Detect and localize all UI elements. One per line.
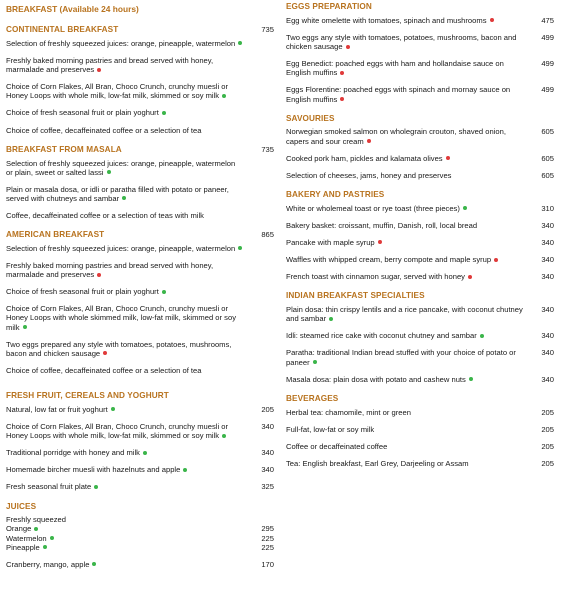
item-text: White or wholemeal toast or rye toast (three pieces) [286, 203, 460, 213]
list-item [6, 304, 274, 331]
list-item [286, 85, 554, 103]
vegetarian-dot-icon [313, 360, 317, 364]
list-item [6, 448, 274, 457]
item-text: Choice of fresh seasonal fruit or plain yoghurt [6, 287, 159, 297]
list-item [286, 255, 554, 264]
section-heading: BAKERY AND PASTRIES [286, 189, 385, 199]
item-text: Homemade bircher muesli with hazelnuts and apple [6, 465, 181, 475]
item-text: Coffee or decaffeinated coffee [286, 441, 388, 451]
item-text: Fresh seasonal fruit plate [6, 482, 92, 492]
item-text: Freshly baked morning pastries and bread served with honey, marmalade and preserves [6, 56, 214, 75]
item-text: Two eggs any style with tomatoes, potatoes, mushrooms, bacon and chicken sausage [286, 32, 517, 52]
vegetarian-dot-icon [480, 334, 484, 338]
list-item [286, 459, 554, 468]
item-text: Pancake with maple syrup [286, 237, 375, 247]
list-item [286, 204, 554, 213]
vegetarian-dot-icon [34, 527, 38, 531]
section-heading: AMERICAN BREAKFAST [6, 230, 105, 240]
list-item [6, 56, 274, 74]
item-price: 310 [541, 203, 554, 213]
item-price: 205 [541, 424, 554, 434]
item-text: Traditional porridge with honey and milk [6, 448, 140, 458]
item-text: Paratha: traditional Indian bread stuffed with your choice of potato or paneer [286, 348, 516, 367]
item-price: 605 [541, 170, 554, 180]
item-text: Watermelon [6, 533, 47, 543]
list-item [286, 408, 554, 417]
list-item [6, 422, 274, 440]
item-price: 605 [541, 127, 554, 137]
section-indian-specialties [286, 289, 554, 384]
item-text: Cranberry, mango, apple [6, 559, 90, 569]
vegetarian-dot-icon [94, 485, 98, 489]
list-item [6, 560, 274, 569]
list-item [286, 221, 554, 230]
list-item [286, 331, 554, 340]
item-price: 295 [261, 524, 274, 534]
list-item [6, 82, 274, 100]
vegetarian-dot-icon [107, 170, 111, 174]
vegetarian-dot-icon [122, 196, 126, 200]
item-price: 340 [541, 255, 554, 265]
vegetarian-dot-icon [143, 451, 147, 455]
item-text: Cooked pork ham, pickles and kalamata olives [286, 153, 443, 163]
section-savouries [286, 112, 554, 180]
list-item [286, 16, 554, 25]
list-item [6, 340, 274, 358]
item-text: Freshly baked morning pastries and bread served with honey, marmalade and preserves [6, 261, 214, 280]
item-price: 340 [541, 237, 554, 247]
section-price: 865 [261, 230, 274, 240]
vegetarian-dot-icon [162, 111, 166, 115]
section-heading: EGGS PREPARATION [286, 2, 372, 11]
list-item [6, 534, 274, 543]
list-item [6, 39, 274, 48]
section-american-breakfast [6, 228, 274, 375]
section-continental-breakfast [6, 23, 274, 135]
item-list [286, 16, 554, 104]
item-price: 325 [261, 482, 274, 492]
item-price: 605 [541, 153, 554, 163]
item-price: 340 [261, 448, 274, 458]
right-column [286, 0, 554, 476]
item-list [286, 305, 554, 384]
vegetarian-dot-icon [111, 407, 115, 411]
list-item [6, 405, 274, 414]
non-vegetarian-dot-icon [103, 351, 107, 355]
list-item [286, 348, 554, 366]
section-heading: CONTINENTAL BREAKFAST [6, 25, 119, 35]
vegetarian-dot-icon [463, 206, 467, 210]
item-text: Tea: English breakfast, Earl Grey, Darjeeling or Assam [286, 458, 469, 468]
juice-rows [6, 524, 274, 551]
section-fruit-cereals-yoghurt [6, 389, 274, 492]
list-item [6, 524, 274, 533]
item-price: 499 [541, 85, 554, 95]
vegetarian-dot-icon [50, 536, 54, 540]
item-price: 205 [261, 404, 274, 414]
vegetarian-dot-icon [23, 325, 27, 329]
item-price: 225 [261, 533, 274, 543]
vegetarian-dot-icon [183, 468, 187, 472]
non-vegetarian-dot-icon [340, 71, 344, 75]
section-eggs-preparation [286, 0, 554, 104]
item-price: 340 [261, 465, 274, 475]
list-item [6, 482, 274, 491]
list-item [286, 425, 554, 434]
item-price: 340 [541, 305, 554, 315]
item-text: Bakery basket: croissant, muffin, Danish, roll, local bread [286, 220, 478, 230]
item-price: 475 [541, 15, 554, 25]
vegetarian-dot-icon [222, 94, 226, 98]
item-text: Masala dosa: plain dosa with potato and cashew nuts [286, 374, 466, 384]
section-price: 735 [261, 25, 274, 35]
non-vegetarian-dot-icon [97, 68, 101, 72]
item-price: 340 [541, 348, 554, 358]
item-text: Two eggs prepared any style with tomatoes, potatoes, mushrooms, bacon and chicken sausage [6, 339, 232, 358]
vegetarian-dot-icon [238, 246, 242, 250]
item-text: Choice of fresh seasonal fruit or plain yoghurt [6, 108, 159, 118]
item-price: 340 [541, 374, 554, 384]
item-price: 340 [541, 220, 554, 230]
vegetarian-dot-icon [222, 434, 226, 438]
non-vegetarian-dot-icon [97, 273, 101, 277]
list-item [6, 108, 274, 117]
non-vegetarian-dot-icon [378, 240, 382, 244]
list-item [286, 154, 554, 163]
item-text: Selection of freshly squeezed juices: orange, pineapple, watermelon or plain, sweet or salted lassi [6, 158, 236, 177]
vegetarian-dot-icon [469, 377, 473, 381]
non-vegetarian-dot-icon [346, 45, 350, 49]
item-list [6, 39, 274, 135]
list-item [6, 159, 274, 177]
section-bakery-pastries [286, 188, 554, 281]
item-text: Egg Benedict: poached eggs with ham and hollandaise sauce on English muffins [286, 59, 504, 78]
list-item [6, 185, 274, 203]
item-list [286, 127, 554, 179]
non-vegetarian-dot-icon [340, 97, 344, 101]
section-heading: FRESH FRUIT, CEREALS AND YOGHURT [6, 391, 169, 401]
item-list [286, 204, 554, 282]
non-vegetarian-dot-icon [367, 139, 371, 143]
item-text: Choice of Corn Flakes, All Bran, Choco Crunch, crunchy muesli or Honey Loops with whole milk, low-fat milk, skimmed or soy milk [6, 82, 228, 101]
list-item [286, 305, 554, 323]
item-text: Choice of Corn Flakes, All Bran, Choco Crunch, crunchy muesli or Honey Loops with whole milk, low-fat milk, skimmed or soy milk [6, 421, 228, 441]
vegetarian-dot-icon [238, 41, 242, 45]
item-text: Selection of freshly squeezed juices: orange, pineapple, watermelon [6, 243, 236, 253]
list-item [6, 211, 274, 220]
item-text: Pineapple [6, 542, 40, 552]
item-text: Plain or masala dosa, or idli or paratha filled with potato or paneer, served with chutneys and sambar [6, 184, 229, 203]
list-item [6, 244, 274, 253]
list-item [286, 59, 554, 77]
non-vegetarian-dot-icon [468, 275, 472, 279]
list-item [6, 465, 274, 474]
section-juices [6, 500, 274, 569]
section-price: 735 [261, 144, 274, 154]
item-text: Choice of coffee, decaffeinated coffee or a selection of tea [6, 365, 202, 375]
menu-title: BREAKFAST (Available 24 hours) [6, 4, 139, 14]
item-price: 340 [541, 272, 554, 282]
section-breakfast-from-masala [6, 143, 274, 220]
item-price: 225 [261, 542, 274, 552]
non-vegetarian-dot-icon [446, 156, 450, 160]
juices-intro: Freshly squeezed [6, 515, 66, 525]
item-text: French toast with cinnamon sugar, served with honey [286, 272, 465, 282]
item-price: 340 [261, 421, 274, 431]
item-text: Natural, low fat or fruit yoghurt [6, 404, 108, 414]
item-price: 205 [541, 458, 554, 468]
item-price: 170 [261, 559, 274, 569]
section-heading: BEVERAGES [286, 393, 339, 403]
item-text: Norwegian smoked salmon on wholegrain crouton, shaved onion, capers and sour cream [286, 127, 506, 146]
section-heading: INDIAN BREAKFAST SPECIALTIES [286, 291, 425, 301]
list-item [6, 366, 274, 375]
item-list [6, 159, 274, 221]
item-list [286, 408, 554, 468]
item-list [6, 244, 274, 375]
vegetarian-dot-icon [329, 317, 333, 321]
list-item [286, 375, 554, 384]
list-item [286, 442, 554, 451]
vegetarian-dot-icon [92, 562, 96, 566]
item-text: Idli: steamed rice cake with coconut chutney and sambar [286, 331, 477, 341]
list-item [286, 272, 554, 281]
section-heading: SAVOURIES [286, 113, 335, 123]
item-text: Orange [6, 524, 32, 534]
item-list [6, 405, 274, 492]
item-text: Eggs Florentine: poached eggs with spinach and mornay sauce on English muffins [286, 85, 511, 104]
list-item [6, 543, 274, 552]
item-text: Choice of Corn Flakes, All Bran, Choco Crunch, crunchy muesli or Honey Loops with whole skimmed milk, low-fat milk, skimmed or soy milk [6, 304, 236, 332]
item-text: Selection of cheeses, jams, honey and preserves [286, 170, 452, 180]
item-text: Herbal tea: chamomile, mint or green [286, 407, 411, 417]
non-vegetarian-dot-icon [490, 18, 494, 22]
item-price: 205 [541, 407, 554, 417]
list-item [286, 127, 554, 145]
item-text: Waffles with whipped cream, berry compote and maple syrup [286, 255, 492, 265]
list-item [6, 287, 274, 296]
list-item [6, 126, 274, 135]
item-text: Selection of freshly squeezed juices: orange, pineapple, watermelon [6, 38, 236, 48]
item-price: 499 [541, 32, 554, 42]
item-price: 340 [541, 331, 554, 341]
non-vegetarian-dot-icon [494, 258, 498, 262]
item-text: Full-fat, low-fat or soy milk [286, 424, 375, 434]
section-beverages [286, 392, 554, 468]
item-text: Plain dosa: thin crispy lentils and a rice pancake, with coconut chutney and sambar [286, 305, 523, 324]
list-item [286, 33, 554, 51]
vegetarian-dot-icon [43, 545, 47, 549]
item-text: Coffee, decaffeinated coffee or a selection of teas with milk [6, 210, 204, 220]
vegetarian-dot-icon [162, 290, 166, 294]
item-text: Choice of coffee, decaffeinated coffee or a selection of tea [6, 125, 202, 135]
list-item [6, 261, 274, 279]
item-price: 499 [541, 59, 554, 69]
section-heading: JUICES [6, 501, 37, 511]
item-price: 205 [541, 441, 554, 451]
section-heading: BREAKFAST FROM MASALA [6, 144, 122, 154]
list-item [286, 171, 554, 180]
left-column [6, 0, 274, 569]
item-text: Egg white omelette with tomatoes, spinach and mushrooms [286, 15, 487, 25]
list-item [286, 238, 554, 247]
